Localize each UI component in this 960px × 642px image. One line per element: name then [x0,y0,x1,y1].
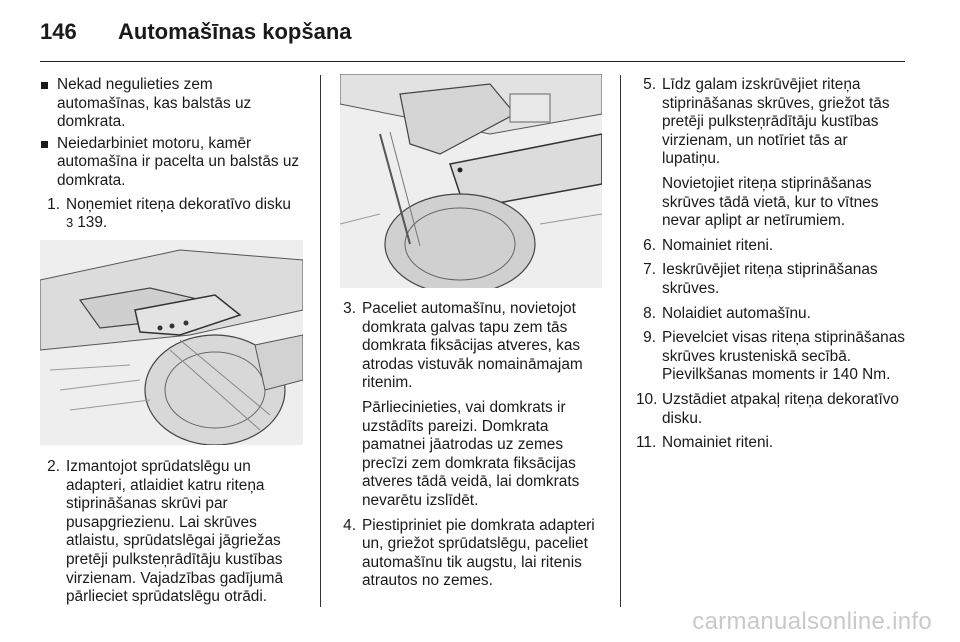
step-number: 4. [343,516,356,534]
column-1 [40,76,306,239]
column-divider-2 [620,75,621,607]
page-number: 146 [40,19,77,44]
step-text: Noņemiet riteņa dekoratīvo disku [66,195,291,213]
step-number: 1. [47,195,60,213]
step-text: Ieskrūvējiet riteņa stiprināšanas skrūves. [662,261,878,297]
step-8 [636,305,908,324]
step-11 [636,434,908,453]
column-1-lower [40,458,306,613]
warning-bullet [40,76,306,132]
jack-under-sill-illustration [340,74,602,288]
step-number: 11. [636,434,657,452]
step-text: Pievelciet visas riteņa stiprināšanas skrūves krusteniskā secībā. Pievilkšanas moments ir 140 Nm. [662,329,905,384]
warning-bullet [40,135,306,191]
step-number: 3. [343,300,356,317]
step-text: Nomainiet riteni. [662,236,774,254]
header-divider [40,61,905,62]
step-10 [636,391,908,428]
step-3 [336,300,608,511]
step-9 [636,329,908,385]
step-text: Uzstādiet atpakaļ riteņa dekoratīvo disku. [662,390,899,427]
reference-arrow-icon: 3 [66,215,74,231]
step-number: 6. [643,236,656,254]
underbody-jack-illustration [40,240,303,445]
step-number: 7. [643,261,656,279]
step-number: 2. [47,458,60,475]
step-1 [49,196,306,233]
page-header [40,14,352,50]
step-7 [636,261,908,298]
step-number: 5. [643,76,656,93]
step-text: Nolaidiet automašīnu. [662,304,811,322]
watermark: carmanualsonline.info [692,608,932,635]
figure-jack-point-illustration [40,240,303,445]
reference-page: 139. [77,214,108,232]
step-text: Līdz galam izskrūvējiet riteņa stiprināšanas skrūves, griežot tās pretēji pulksteņrādītāju kustības virzienam, un notīriet tās ar lupatiņu. [662,76,890,168]
step-text: Izmantojot sprūdatslēgu un adapteri, atlaidiet katru riteņa stiprināšanas skrūvi par pusapgriezienu. Lai skrūves atlaistu, sprūdatslēgai jāgriežas pretēji pulksteņrādītāju kustības virzienam. Vajadzības gadījumā pārlieciet sprūdatslēgu otrādi. [66,458,284,606]
step-text: Paceliet automašīnu, novietojot domkrata galvas tapu zem tās domkrata fiksācijas atveres, kas atrodas vistuvāk nomaināmajam ritenim. [362,300,583,392]
step-number: 9. [643,329,656,347]
step-6 [636,237,908,256]
step-4 [336,517,608,591]
step-5 [636,76,908,231]
step-number: 8. [643,304,656,322]
step-note: Novietojiet riteņa stiprināšanas skrūves tādā vietā, kur to vītnes nevar aplipt ar netīrumiem. [662,174,879,230]
step-text: Piestipriniet pie domkrata adapteri un, griežot sprūdatslēgu, paceliet automašīnu tik augstu, lai ritenis atrautos no zemes. [362,516,595,590]
bullet-text: Neiedarbiniet motoru, kamēr automašīna ir pacelta un balstās uz domkrata. [57,134,300,189]
step-number: 10. [636,390,658,408]
page-reference-link[interactable] [66,214,107,231]
figure-jack-placement-illustration [340,74,602,288]
bullet-text: Nekad negulieties zem automašīnas, kas balstās uz domkrata. [57,76,252,131]
bullet-square-icon [41,141,48,148]
step-note: Pārliecinieties, vai domkrats ir uzstādīts pareizi. Domkrata pamatnei jāatrodas uz zemes precīzi zem domkrata fiksācijas atveres tādā veidā, lai domkrats nevarētu izslīdēt. [362,398,580,509]
step-text: Nomainiet riteni. [662,434,774,452]
column-3 [636,76,908,459]
page-title: Automašīnas kopšana [118,19,352,44]
step-2 [49,458,306,607]
column-2 [336,300,608,597]
column-divider-1 [320,75,321,607]
bullet-square-icon [41,82,48,89]
